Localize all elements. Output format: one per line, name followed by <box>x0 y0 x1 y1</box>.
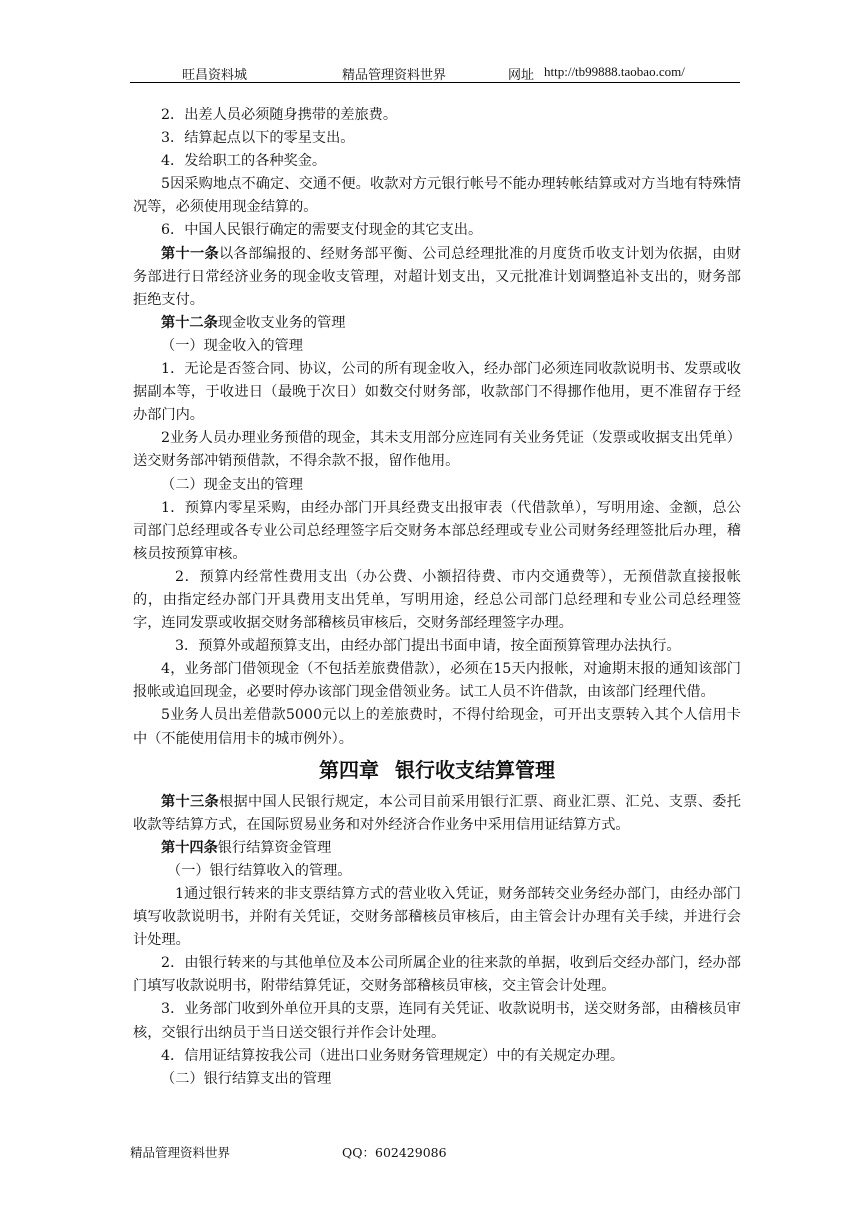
paragraph-text: 3．结算起点以下的零星支出。 <box>161 130 355 147</box>
paragraph-text: 2．预算内经常性费用支出（办公费、小额招待费、市内交通费等），无预借款直接报帐的，由指定经办部门开具费用支出凭单，写明用途，经总公司部门总经理和专业公司总经理签字，连同发票或收据交财务部稽核员审核后，交财务部经理签字办理。 <box>133 568 741 632</box>
paragraph-text: 4．信用证结算按我公司（进出口业务财务管理规定）中的有关规定办理。 <box>161 1047 625 1064</box>
paragraph-text: 银行结算资金管理 <box>217 839 332 856</box>
chapter-number: 第四章 <box>319 757 379 782</box>
article-label: 第十一条 <box>161 245 220 262</box>
paragraph-text: 4，业务部门借领现金（不包括差旅费借款），必须在15天内报帐，对逾期末报的通知该部门报帐或追回现金，必要时停办该部门现金借领业务。试工人员不许借款，由该部门经理代借。 <box>133 661 741 701</box>
paragraph-text: 3．预算外或超预算支出，由经办部门提出书面申请，按全面预算管理办法执行。 <box>175 638 681 655</box>
article-label: 第十四条 <box>161 839 218 856</box>
paragraph <box>133 1045 741 1068</box>
paragraph-text: （二）现金支出的管理 <box>161 476 303 493</box>
paragraph <box>133 566 741 635</box>
paragraph-text: 2．由银行转来的与其他单位及本公司所属企业的往来款的单据，收到后交经办部门，经办部门填写收款说明书，附带结算凭证，交财务部稽核员审核，交主管会计处理。 <box>133 955 741 995</box>
paragraph-text: （一）现金收入的管理 <box>161 337 303 354</box>
footer-world-name: 精品管理资料世界 <box>130 1145 231 1160</box>
header-site-label: 网址 <box>508 68 535 83</box>
paragraph-text: 2．出差人员必须随身携带的差旅费。 <box>161 107 398 123</box>
paragraph-text: 5业务人员出差借款5000元以上的差旅费时，不得付给现金，可开出支票转入其个人信用卡中（不能使用信用卡的城市例外）。 <box>133 707 741 747</box>
paragraph <box>133 312 741 335</box>
footer-qq: QQ：602429086 <box>342 1145 447 1160</box>
paragraph <box>133 704 741 750</box>
paragraph <box>133 635 741 658</box>
article-label: 第十三条 <box>161 793 220 810</box>
section-bank <box>133 791 741 1091</box>
paragraph <box>133 1068 741 1091</box>
paragraph <box>133 952 741 998</box>
paragraph <box>133 358 741 427</box>
paragraph <box>133 497 741 566</box>
paragraph <box>133 104 741 127</box>
paragraph <box>133 335 741 358</box>
paragraph <box>133 243 741 312</box>
page-header <box>130 60 740 83</box>
paragraph <box>133 860 741 883</box>
paragraph-text: 1．无论是否签合同、协议，公司的所有现金收入，经办部门必须连同收款说明书、发票或收据副本等，于收进日（最晚于次日）如数交付财务部，收款部门不得挪作他用，更不准留存于经办部门内。 <box>133 361 741 424</box>
chapter-heading <box>133 755 741 785</box>
paragraph <box>133 474 741 497</box>
paragraph-text: 以各部编报的、经财务部平衡、公司总经理批准的月度货币收支计划为依据，由财务部进行日常经济业务的现金收支管理，对超计划支出，又元批准计划调整追补支出的，财务部拒绝支付。 <box>133 245 741 308</box>
paragraph-text: 2业务人员办理业务预借的现金，其未支用部分应连同有关业务凭证（发票或收据支出凭单）送交财务部冲销预借款，不得余款不报，留作他用。 <box>133 430 741 470</box>
paragraph-text: 3．业务部门收到外单位开具的支票，连同有关凭证、收款说明书，送交财务部，由稽核员审核，交银行出纳员于当日送交银行并作会计处理。 <box>133 1001 741 1041</box>
paragraph <box>133 427 741 473</box>
paragraph <box>133 658 741 704</box>
paragraph <box>133 127 741 150</box>
paragraph-text: 1通过银行转来的非支票结算方式的营业收入凭证，财务部转交业务经办部门，由经办部门填写收款说明书，并附有关凭证，交财务部稽核员审核后，由主管会计办理有关手续，并进行会计处理。 <box>133 886 741 949</box>
section-cash <box>133 104 741 751</box>
paragraph <box>133 837 741 860</box>
chapter-title: 银行收支结算管理 <box>395 757 555 782</box>
paragraph <box>133 219 741 242</box>
paragraph-text: 现金收支业务的管理 <box>217 314 346 331</box>
paragraph <box>133 173 741 219</box>
article-label: 第十二条 <box>161 314 218 331</box>
header-shop-name: 旺昌资料城 <box>182 68 248 83</box>
paragraph-text: 根据中国人民银行规定，本公司目前采用银行汇票、商业汇票、汇兑、支票、委托收款等结算方式，在国际贸易业务和对外经济合作业务中采用信用证结算方式。 <box>133 793 741 833</box>
paragraph-text: 4．发给职工的各种奖金。 <box>161 153 327 170</box>
header-world-name: 精品管理资料世界 <box>342 68 447 83</box>
paragraph-text: 5因采购地点不确定、交通不便。收款对方元银行帐号不能办理转帐结算或对方当地有特殊情况等，必须使用现金结算的。 <box>133 176 741 216</box>
paragraph-text: 1．预算内零星采购，由经办部门开具经费支出报审表（代借款单），写明用途、金额，总公司部门总经理或各专业公司总经理签字后交财务本部总经理或专业公司财务经理签批后办理，稽核员按预算审核。 <box>133 499 741 562</box>
paragraph-text: （一）银行结算收入的管理。 <box>167 862 352 879</box>
paragraph-text: 6．中国人民银行确定的需要支付现金的其它支出。 <box>161 222 483 239</box>
header-url: http://tb99888.taobao.com/ <box>544 64 685 79</box>
paragraph <box>133 998 741 1044</box>
paragraph-text: （二）银行结算支出的管理 <box>161 1070 332 1087</box>
paragraph <box>133 150 741 173</box>
paragraph <box>133 883 741 952</box>
paragraph <box>133 791 741 837</box>
document-body <box>133 104 741 1091</box>
